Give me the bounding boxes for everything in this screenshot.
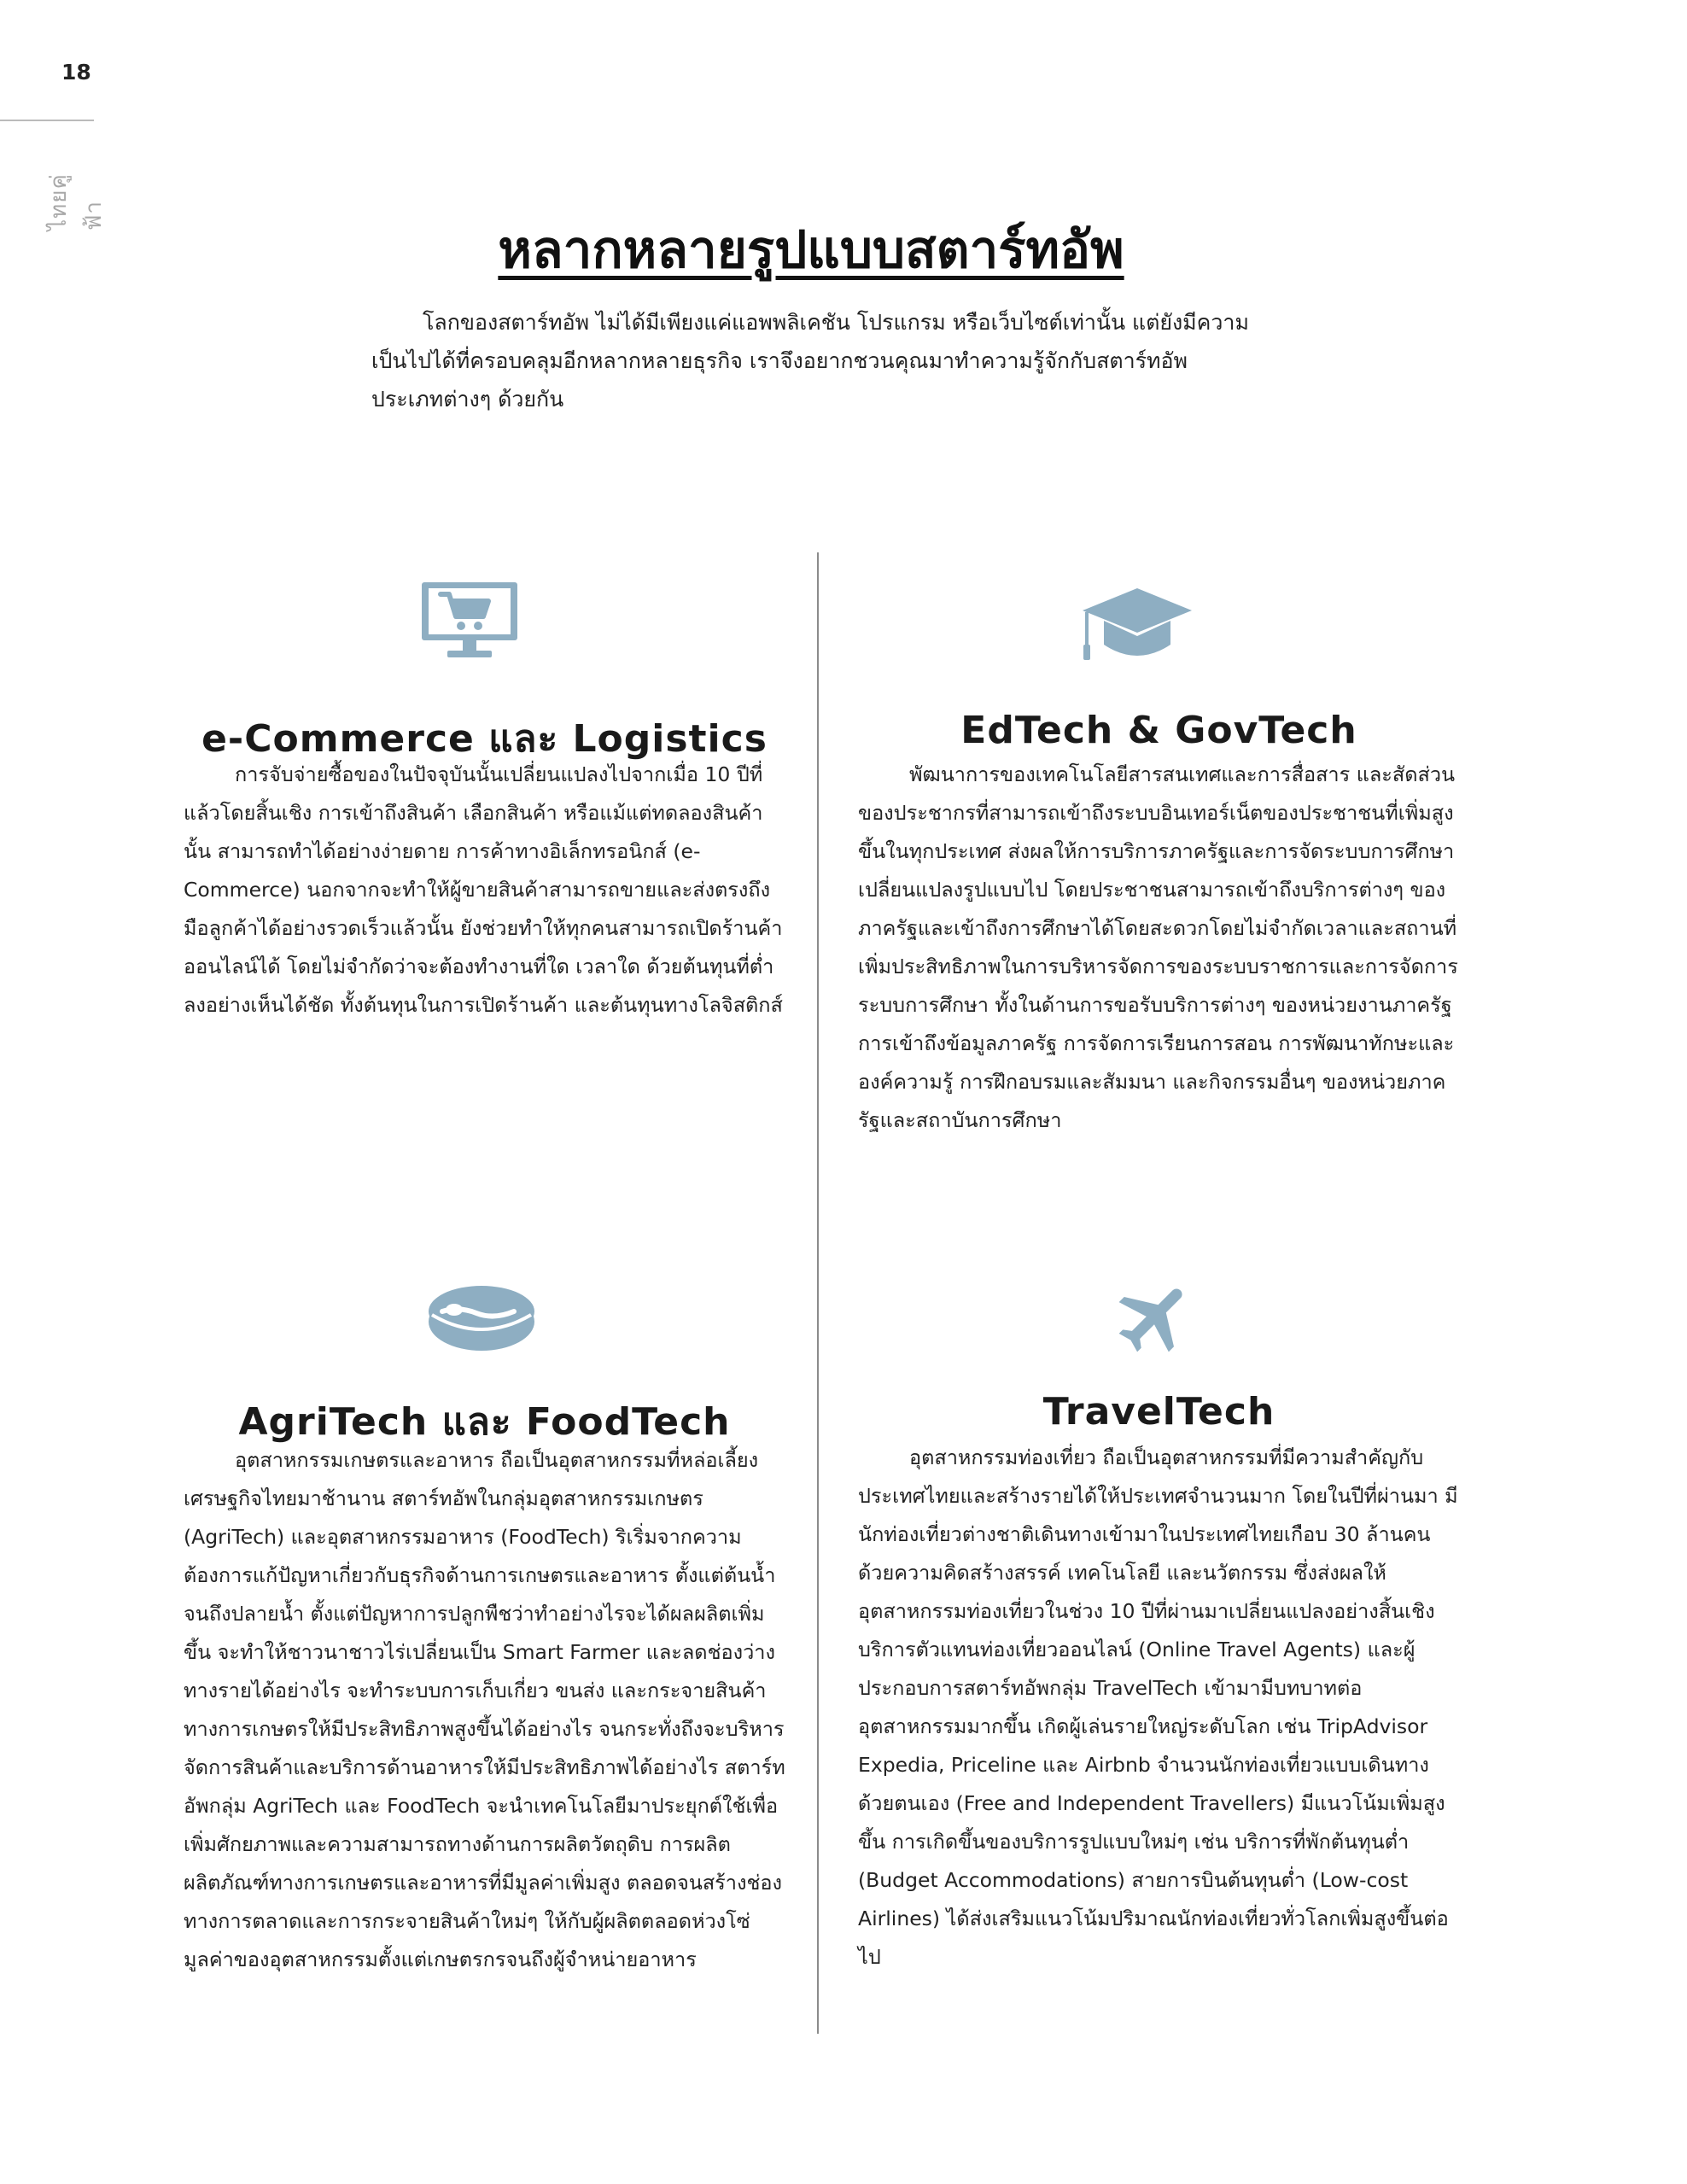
corner-rule bbox=[0, 120, 94, 121]
airplane-icon bbox=[1110, 1272, 1199, 1361]
section-body-ecommerce: การจับจ่ายซื้อของในปัจจุบันนั้นเปลี่ยนแปลงไปจากเมื่อ 10 ปีที่แล้วโดยสิ้นเชิง การเข้าถึงสินค้า เลือกสินค้า หรือแม้แต่ทดลองสินค้านั้น สามารถทำได้อย่างง่ายดาย การค้าทางอิเล็กทรอนิกส์ (e-Commerce) นอกจากจะทำให้ผู้ขายสินค้าสามารถขายและส่งตรงถึงมือลูกค้าได้อย่างรวดเร็วแล้วนั้น ยังช่วยทำให้ทุกคนสามารถเปิดร้านค้าออนไลน์ได้ โดยไม่จำกัดว่าจะต้องทำงานที่ใด เวลาใด ด้วยต้นทุนที่ต่ำลงอย่างเห็นได้ชัด ทั้งต้นทุนในการเปิดร้านค้า และต้นทุนทางโลจิสติกส์ bbox=[184, 762, 783, 1017]
section-body-agritech: อุตสาหกรรมเกษตรและอาหาร ถือเป็นอุตสาหกรรมที่หล่อเลี้ยงเศรษฐกิจไทยมาช้านาน สตาร์ทอัพในกลุ่มอุตสาหกรรมเกษตร (AgriTech) และอุตสาหกรรมอาหาร (FoodTech) ริเริ่มจากความต้องการแก้ปัญหาเกี่ยวกับธุรกิจด้านการเกษตรและอาหาร ตั้งแต่ต้นน้ำจนถึงปลายน้ำ ตั้งแต่ปัญหาการปลูกพืชว่าทำอย่างไรจะได้ผลผลิตเพิ่มขึ้น จะทำให้ชาวนาชาวไร่เปลี่ยนเป็น Smart Farmer และลดช่องว่างทางรายได้อย่างไร จะทำระบบการเก็บเกี่ยว ขนส่ง และกระจายสินค้าทางการเกษตรให้มีประสิทธิภาพสูงขึ้นได้อย่างไร จนกระทั่งถึงจะบริหารจัดการสินค้าและบริการด้านอาหารให้มีประสิทธิภาพได้อย่างไร สตาร์ทอัพกลุ่ม AgriTech และ FoodTech จะนำเทคโนโลยีมาประยุกต์ใช้เพื่อเพิ่มศักยภาพและความสามารถทางด้านการผลิตวัตถุดิบ การผลิตผลิตภัณฑ์ทางการเกษตรและอาหารที่มีมูลค่าเพิ่มสูง ตลอดจนสร้างช่องทางการตลาดและการกระจายสินค้าใหม่ๆ ให้กับผู้ผลิตตลอดห่วงโซ่มูลค่าของอุตสาหกรรมตั้งแต่เกษตรกรจนถึงผู้จำหน่ายอาหาร bbox=[184, 1448, 785, 1971]
intro-paragraph: โลกของสตาร์ทอัพ ไม่ได้มีเพียงแค่แอพพลิเคชัน โปรแกรม หรือเว็บไซต์เท่านั้น แต่ยังมีความเป็นไปได้ที่ครอบคลุมอีกหลากหลายธุรกิจ เราจึงอยากชวนคุณมาทำความรู้จักกับสตาร์ทอัพประเภทต่างๆ ด้วยกัน bbox=[371, 310, 1249, 412]
section-title-edtech: EdTech & GovTech bbox=[960, 709, 1357, 752]
page-title: หลากหลายรูปแบบสตาร์ทอัพ bbox=[498, 220, 1124, 280]
side-label: ไทยคู่ฟ้า bbox=[46, 173, 107, 231]
section-title-traveltech: TravelTech bbox=[1042, 1390, 1275, 1434]
page-number: 18 bbox=[61, 60, 91, 85]
section-title-agritech: AgriTech และ FoodTech bbox=[238, 1400, 731, 1444]
graduation-cap-icon bbox=[1080, 585, 1195, 666]
section-title-ecommerce: e-Commerce และ Logistics bbox=[201, 717, 768, 761]
section-body-traveltech: อุตสาหกรรมท่องเที่ยว ถือเป็นอุตสาหกรรมที่มีความสำคัญกับประเทศไทยและสร้างรายได้ให้ประเทศจำนวนมาก โดยในปีที่ผ่านมา มีนักท่องเที่ยวต่างชาติเดินทางเข้ามาในประเทศไทยเกือบ 30 ล้านคนด้วยความคิดสร้างสรรค์ เทคโนโลยี และนวัตกรรม ซึ่งส่งผลให้อุตสาหกรรมท่องเที่ยวในช่วง 10 ปีที่ผ่านมาเปลี่ยนแปลงอย่างสิ้นเชิง บริการตัวแทนท่องเที่ยวออนไลน์ (Online Travel Agents) และผู้ประกอบการสตาร์ทอัพกลุ่ม TravelTech เข้ามามีบทบาทต่ออุตสาหกรรมมากขึ้น เกิดผู้เล่นรายใหญ่ระดับโลก เช่น TripAdvisor Expedia, Priceline และ Airbnb จำนวนนักท่องเที่ยวแบบเดินทางด้วยตนเอง (Free and Independent Travellers) มีแนวโน้มเพิ่มสูงขึ้น การเกิดขึ้นของบริการรูปแบบใหม่ๆ เช่น บริการที่พักต้นทุนต่ำ (Budget Accommodations) สายการบินต้นทุนต่ำ (Low-cost Airlines) ได้ส่งเสริมแนวโน้มปริมาณนักท่องเที่ยวทั่วโลกเพิ่มสูงขึ้นต่อไป bbox=[858, 1445, 1458, 1969]
section-body-edtech: พัฒนาการของเทคโนโลยีสารสนเทศและการสื่อสาร และสัดส่วนของประชากรที่สามารถเข้าถึงระบบอินเทอร์เน็ตของประชาชนที่เพิ่มสูงขึ้นในทุกประเทศ ส่งผลให้การบริการภาครัฐและการจัดระบบการศึกษาเปลี่ยนแปลงรูปแบบไป โดยประชาชนสามารถเข้าถึงบริการต่างๆ ของภาครัฐและเข้าถึงการศึกษาได้โดยสะดวกโดยไม่จำกัดเวลาและสถานที่ เพิ่มประสิทธิภาพในการบริหารจัดการของระบบราชการและการจัดการระบบการศึกษา ทั้งในด้านการขอรับบริการต่างๆ ของหน่วยงานภาครัฐ การเข้าถึงข้อมูลภาครัฐ การจัดการเรียนการสอน การพัฒนาทักษะและองค์ความรู้ การฝึกอบรมและสัมมนา และกิจกรรมอื่นๆ ของหน่วยภาครัฐและสถาบันการศึกษา bbox=[858, 762, 1458, 1132]
shopping-cart-monitor-icon bbox=[418, 579, 521, 664]
column-divider bbox=[817, 552, 819, 2034]
steak-icon bbox=[425, 1281, 538, 1354]
